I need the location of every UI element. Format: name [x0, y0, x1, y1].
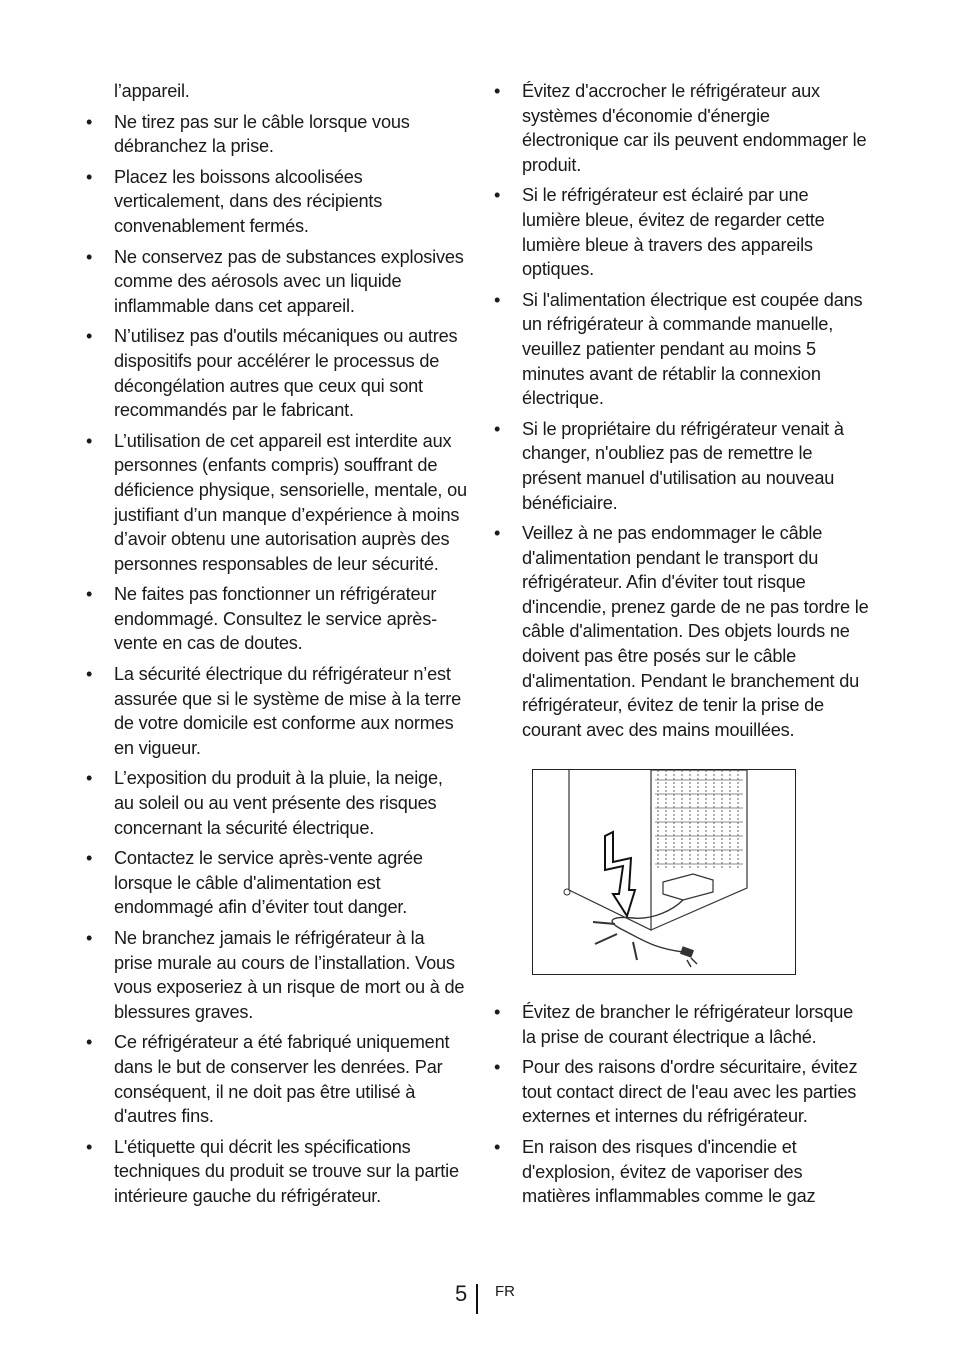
bullet-icon: • — [494, 1136, 501, 1157]
bullet-icon: • — [494, 523, 501, 544]
language-code: FR — [495, 1283, 515, 1300]
left-column — [82, 79, 467, 1215]
page-number: 5 — [455, 1281, 468, 1306]
plug-icon — [680, 946, 697, 967]
bullet-icon: • — [86, 1032, 93, 1053]
bullet-icon: • — [494, 1057, 501, 1078]
bullet-icon: • — [86, 166, 93, 187]
continuation-text: l’appareil. — [114, 81, 190, 101]
list-item: • La sécurité électrique du réfrigérateur n’est assurée que si le système de mise à la terre de votre domicile est conforme aux normes en vigueur. — [86, 664, 462, 758]
bullet-icon: • — [86, 246, 93, 267]
bullet-icon: • — [86, 584, 93, 605]
list-item: • Si le propriétaire du réfrigérateur venait à changer, n'oubliez pas de remettre le présent manuel d'utilisation au nouveau bénéficiaire. — [494, 418, 844, 513]
list-item: • L’utilisation de cet appareil est interdite aux personnes (enfants compris) souffrant de déficience physique, sensorielle, mentale, ou justifiant d’un manque d’expérience à moins d’avoir obtenu une autorisation auprès des personnes responsables de leur sécurité. — [86, 430, 467, 574]
list-item: • Si le réfrigérateur est éclairé par une lumière bleue, évitez de regarder cette lumière bleue à travers des appareils optiques. — [494, 185, 825, 280]
condenser-grid — [658, 770, 738, 870]
list-item: • Évitez de brancher le réfrigérateur lorsque la prise de courant électrique a lâché. — [494, 1002, 854, 1047]
list-item: • Ne faites pas fonctionner un réfrigérateur endommagé. Consultez le service après-vente en cas de doutes. — [86, 584, 437, 654]
bullet-icon: • — [86, 664, 93, 685]
list-item: • L'étiquette qui décrit les spécifications techniques du produit se trouve sur la partie intérieure gauche du réfrigérateur. — [86, 1136, 459, 1206]
right-column-top — [490, 79, 870, 748]
list-item: • Ne branchez jamais le réfrigérateur à la prise murale au cours de l’installation. Vous vous exposeriez à un risque de mort ou à de blessures graves. — [86, 928, 465, 1022]
list-item: • L’exposition du produit à la pluie, la neige, au soleil ou au vent présente des risques concernant la sécurité électrique. — [86, 768, 443, 838]
bullet-icon: • — [86, 111, 93, 132]
list-item: • Si l'alimentation électrique est coupée dans un réfrigérateur à commande manuelle, veuillez patienter pendant au moins 5 minutes avant de rétablir la connexion électrique. — [494, 289, 863, 409]
bullet-icon: • — [86, 430, 93, 451]
list-item: • Placez les boissons alcoolisées verticalement, dans des récipients convenablement fermés. — [86, 166, 383, 236]
list-item: • Ne conservez pas de substances explosives comme des aérosols avec un liquide inflammable dans cet appareil. — [86, 246, 464, 316]
bullet-icon: • — [86, 768, 93, 789]
bullet-icon: • — [494, 1002, 501, 1022]
list-item: • Ce réfrigérateur a été fabriqué uniquement dans le but de conserver les denrées. Par conséquent, il ne doit pas être utilisé à d'autres fins. — [86, 1032, 450, 1127]
bullet-icon: • — [494, 185, 501, 206]
list-item: • Contactez le service après-vente agrée lorsque le câble d'alimentation est endommagé afin d’éviter tout danger. — [86, 848, 423, 918]
right-bullet-list-top — [490, 79, 870, 742]
list-item: • Évitez d'accrocher le réfrigérateur aux systèmes d'économie d'énergie électronique car ils peuvent endommager le produit. — [494, 81, 867, 175]
list-item: • Pour des raisons d'ordre sécuritaire, évitez tout contact direct de l'eau avec les parties externes et internes du réfrigérateur. — [494, 1057, 858, 1127]
list-item: • Ne tirez pas sur le câble lorsque vous débranchez la prise. — [86, 111, 410, 157]
compressor — [663, 874, 713, 900]
bullet-icon: • — [86, 928, 93, 948]
bullet-icon: • — [494, 81, 501, 101]
footer-divider — [476, 1284, 478, 1314]
warning-arrow-icon — [605, 832, 635, 916]
right-bullet-list-bottom — [490, 1000, 870, 1209]
left-bullet-list — [82, 110, 467, 1209]
bullet-icon: • — [86, 326, 93, 347]
impact-marks — [593, 922, 637, 960]
power-cord-illustration — [532, 769, 796, 975]
right-column-bottom — [490, 1000, 870, 1215]
list-item: • Veillez à ne pas endommager le câble d'alimentation pendant le transport du réfrigérateur. Afin d'éviter tout risque d'incendie, prenez garde de ne pas tordre le câble d'alimentation. Des objets lourds ne doivent pas être posés sur le câble d'alimentation. Pendant le branchement du réfrigérateur, évitez de tenir la prise de courant avec des mains mouillées. — [494, 523, 869, 740]
bullet-icon: • — [86, 848, 93, 869]
list-item: • En raison des risques d'incendie et d'explosion, évitez de vaporiser des matières inflammables comme le gaz — [494, 1136, 816, 1207]
bullet-icon: • — [494, 418, 501, 439]
list-item: • N’utilisez pas d'outils mécaniques ou autres dispositifs pour accélérer le processus de décongélation autres que ceux qui sont recommandés par le fabricant. — [86, 326, 458, 421]
bullet-icon: • — [86, 1136, 93, 1157]
bullet-icon: • — [494, 289, 501, 310]
